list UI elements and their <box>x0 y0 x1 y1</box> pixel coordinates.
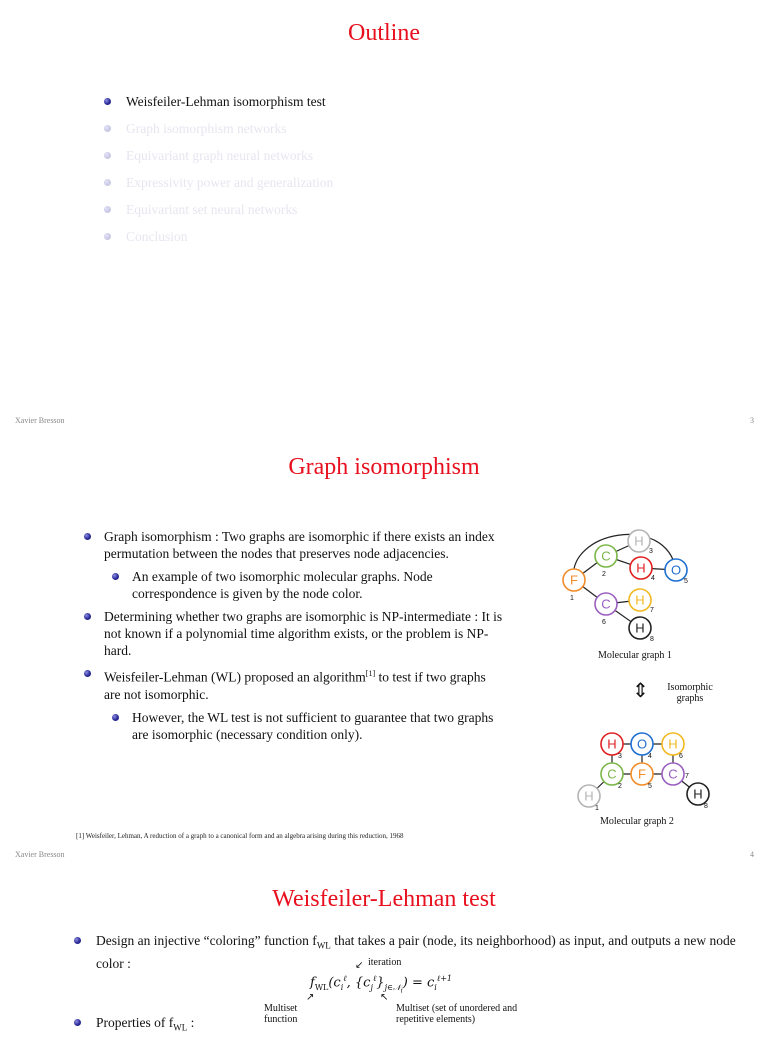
node-index: 8 <box>704 803 708 810</box>
bullet-item: Determining whether two graphs are isomorphic is NP-intermediate : It is not known if a polynomial time algorithm exists, or the problem is NP-hard. <box>84 608 504 659</box>
reference-footnote: [1] Weisfeiler, Lehman, A reduction of a graph to a canonical form and an algebra arising during this reduction, 1968 <box>76 832 404 840</box>
outline-item: Equivariant set neural networks <box>104 202 333 229</box>
bullet-icon <box>84 670 91 677</box>
isomorphic-label: Isomorphic graphs <box>667 682 713 704</box>
sub-bullet-item: An example of two isomorphic molecular graphs. Node correspondence is given by the node color. <box>112 568 504 602</box>
node-label: H <box>634 533 644 549</box>
annotation-multiset-function: Multiset function <box>264 1003 298 1025</box>
outline-item: Graph isomorphism networks <box>104 121 333 148</box>
bullet-icon <box>104 125 111 132</box>
annotation-iteration: iteration <box>368 957 402 968</box>
node-label: O <box>636 736 648 752</box>
graph-caption: Molecular graph 1 <box>598 650 672 661</box>
slide-title: Outline <box>348 20 420 46</box>
node-index: 2 <box>602 571 606 578</box>
sub-bullet-item: However, the WL test is not sufficient to guarantee that two graphs are isomorphic (necessary condition only). <box>112 709 504 743</box>
bullet-icon <box>74 1019 81 1026</box>
node-index: 2 <box>618 783 622 790</box>
bullet-item: Design an injective “coloring” function $f_{WL}$ that takes a pair (node, its neighborhood) as input, and outputs a new node color : <box>74 932 746 972</box>
slide-outline <box>0 0 768 432</box>
node-label: H <box>635 620 645 636</box>
node-index: 4 <box>648 753 652 760</box>
bullet-list <box>74 1014 754 1037</box>
outline-item: Weisfeiler-Lehman isomorphism test <box>104 94 333 121</box>
node-label: C <box>607 766 617 782</box>
bullet-icon <box>112 714 119 721</box>
node-index: 3 <box>649 548 653 555</box>
node-index: 8 <box>650 636 654 643</box>
bullet-list <box>74 932 754 972</box>
bullet-icon <box>74 937 81 944</box>
slide-wl-test <box>0 868 768 1033</box>
outline-item: Equivariant graph neural networks <box>104 148 333 175</box>
node-index: 3 <box>618 753 622 760</box>
slide-title: Weisfeiler-Lehman test <box>272 886 496 912</box>
page-number: 4 <box>750 850 754 859</box>
node-index: 7 <box>650 607 654 614</box>
arrow-icon: ↙ <box>355 960 364 971</box>
node-label: F <box>570 572 578 588</box>
node-label: H <box>636 560 646 576</box>
bullet-icon <box>104 179 111 186</box>
bullet-icon <box>104 152 111 159</box>
node-label: C <box>601 548 611 564</box>
node-label: H <box>635 592 645 608</box>
bullet-icon <box>84 613 91 620</box>
footer-author: Xavier Bresson <box>15 850 65 859</box>
node-index: 7 <box>685 773 689 780</box>
footer-author: Xavier Bresson <box>15 416 65 425</box>
node-index: 5 <box>684 578 688 585</box>
node-label: F <box>638 766 646 782</box>
node-label: O <box>670 562 682 578</box>
slide-graph-isomorphism <box>0 434 768 866</box>
node-index: 4 <box>651 575 655 582</box>
outline-item: Conclusion <box>104 229 333 256</box>
bullet-icon <box>104 206 111 213</box>
node-label: H <box>668 736 678 752</box>
bullet-item: Properties of $f_{WL}$ : <box>74 1014 754 1037</box>
slide-title: Graph isomorphism <box>288 454 480 480</box>
arrow-icon: ↖ <box>380 992 389 1003</box>
node-index: 1 <box>595 805 599 812</box>
node-label: C <box>601 596 611 612</box>
wl-formula: $f_{WL}(c_i^\ell$, $\{c_j^\ell\}_{j\in 𝒩_i}) = c_i^{\ell+1}$ <box>310 974 452 995</box>
molecular-graph-2 <box>570 728 720 828</box>
annotation-multiset: Multiset (set of unordered and repetitive elements) <box>396 1003 518 1025</box>
bullet-item: Weisfeiler-Lehman (WL) proposed an algorithm[1] to test if two graphs are not isomorphic. <box>84 665 504 703</box>
citation-marker: [1] <box>365 669 376 678</box>
node-index: 6 <box>602 619 606 626</box>
arrow-icon: ↗ <box>306 992 315 1003</box>
node-label: H <box>584 788 594 804</box>
bullet-icon <box>84 533 91 540</box>
bullet-icon <box>104 98 111 105</box>
bullet-item: Graph isomorphism : Two graphs are isomorphic if there exists an index permutation between the nodes that preserves node adjacencies. <box>84 528 504 562</box>
node-label: H <box>607 736 617 752</box>
page-number: 3 <box>750 416 754 425</box>
node-index: 6 <box>679 753 683 760</box>
graph-edge <box>574 534 676 580</box>
bullet-list <box>84 528 504 749</box>
bullet-icon <box>104 233 111 240</box>
bullet-icon <box>112 573 119 580</box>
node-index: 1 <box>570 595 574 602</box>
node-label: H <box>693 786 703 802</box>
outline-list <box>104 94 333 256</box>
node-label: C <box>668 766 678 782</box>
graph-caption: Molecular graph 2 <box>600 816 674 827</box>
double-arrow-icon: ⇕ <box>632 678 649 702</box>
node-index: 5 <box>648 783 652 790</box>
outline-item: Expressivity power and generalization <box>104 175 333 202</box>
